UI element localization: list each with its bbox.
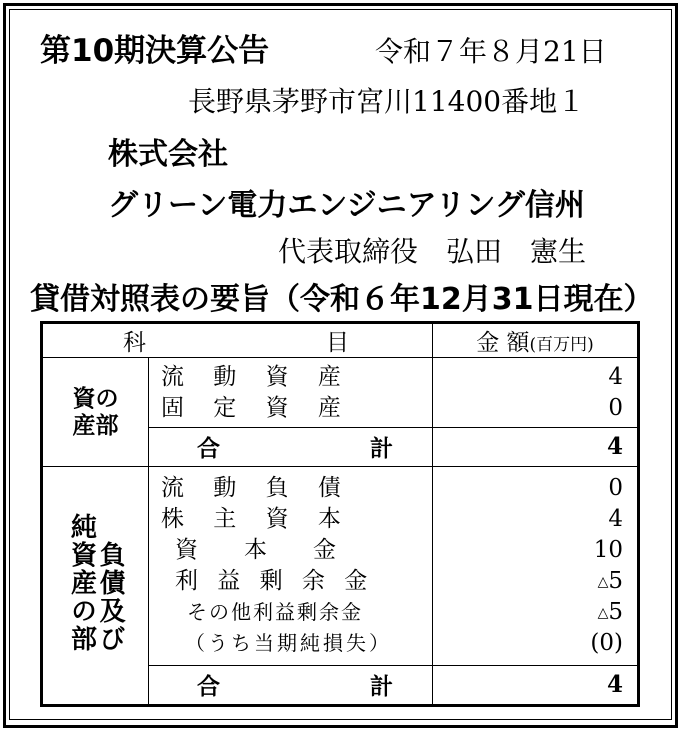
assets-item-values xyxy=(433,358,639,428)
assets-section-label xyxy=(42,358,149,467)
company-address: 長野県茅野市宮川11400番地１ xyxy=(188,85,586,118)
assets-label-line1: 資の xyxy=(72,384,119,412)
liabilities-total-label-1: 合 xyxy=(197,673,220,701)
assets-item-names xyxy=(149,358,433,428)
liabilities-total-label-2: 計 xyxy=(370,673,393,701)
notice-title: 第10期決算公告 xyxy=(40,33,270,69)
header-kamoku-1: 科 xyxy=(123,330,146,357)
table-header-row xyxy=(42,323,639,358)
balance-sheet-subtitle: 貸借対照表の要旨（令和６年12月31日現在） xyxy=(30,282,654,317)
notice-date: 令和７年８月21日 xyxy=(375,35,607,68)
liabilities-item-names xyxy=(149,467,433,666)
liab-item-net-loss: （うち当期純損失） xyxy=(185,630,392,655)
liabilities-items-row xyxy=(42,467,639,666)
assets-total-label-1: 合 xyxy=(197,435,220,463)
corporation-type: 株式会社 xyxy=(108,137,228,172)
assets-item-current: 流 動 資 産 xyxy=(161,363,352,390)
liab-value-retained-earnings: △5 xyxy=(597,567,623,594)
liab-value-current-liabilities: 0 xyxy=(608,474,623,501)
liabilities-total-label xyxy=(149,665,433,705)
liab-value-capital: 10 xyxy=(593,536,623,563)
assets-total-value: 4 xyxy=(433,427,639,466)
company-name: グリーン電力エンジニアリング信州 xyxy=(108,188,585,223)
liab-value-shareholders-equity: 4 xyxy=(608,505,623,532)
assets-label-line2: 産部 xyxy=(72,412,119,440)
liab-item-capital: 資 本 金 xyxy=(175,536,336,563)
liabilities-label-col2: 純資産の部 xyxy=(66,513,97,654)
header-kamoku xyxy=(42,323,433,358)
balance-sheet-table xyxy=(40,321,640,707)
triangle-mark: △ xyxy=(597,604,609,621)
liab-item-retained-earnings: 利 益 剰 余 金 xyxy=(175,567,374,594)
liab-item-other-retained-earnings: その他利益剰余金 xyxy=(187,599,363,624)
assets-items-row xyxy=(42,358,639,428)
representative: 代表取締役 弘田 憲生 xyxy=(278,235,587,268)
liabilities-label-col1: 負債及び xyxy=(95,541,126,654)
assets-value-fixed: 0 xyxy=(608,394,623,421)
header-kingaku xyxy=(433,323,639,358)
assets-total-label-2: 計 xyxy=(370,435,393,463)
liabilities-item-values xyxy=(433,467,639,666)
assets-value-current: 4 xyxy=(608,363,623,390)
liab-value-other-retained-earnings: △5 xyxy=(597,598,623,625)
triangle-mark: △ xyxy=(597,573,609,590)
liab-item-current-liabilities: 流 動 負 債 xyxy=(161,474,352,501)
header-amount-label: 金 額 xyxy=(476,330,530,357)
liab-value-net-loss: (0) xyxy=(590,629,623,656)
header-unit: (百万円) xyxy=(529,335,594,356)
liabilities-total-value: 4 xyxy=(433,665,639,705)
liab-item-shareholders-equity: 株 主 資 本 xyxy=(161,505,352,532)
assets-item-fixed: 固 定 資 産 xyxy=(161,394,352,421)
assets-total-label xyxy=(149,427,433,466)
header-kamoku-2: 目 xyxy=(326,330,349,357)
liabilities-section-label xyxy=(42,467,149,706)
